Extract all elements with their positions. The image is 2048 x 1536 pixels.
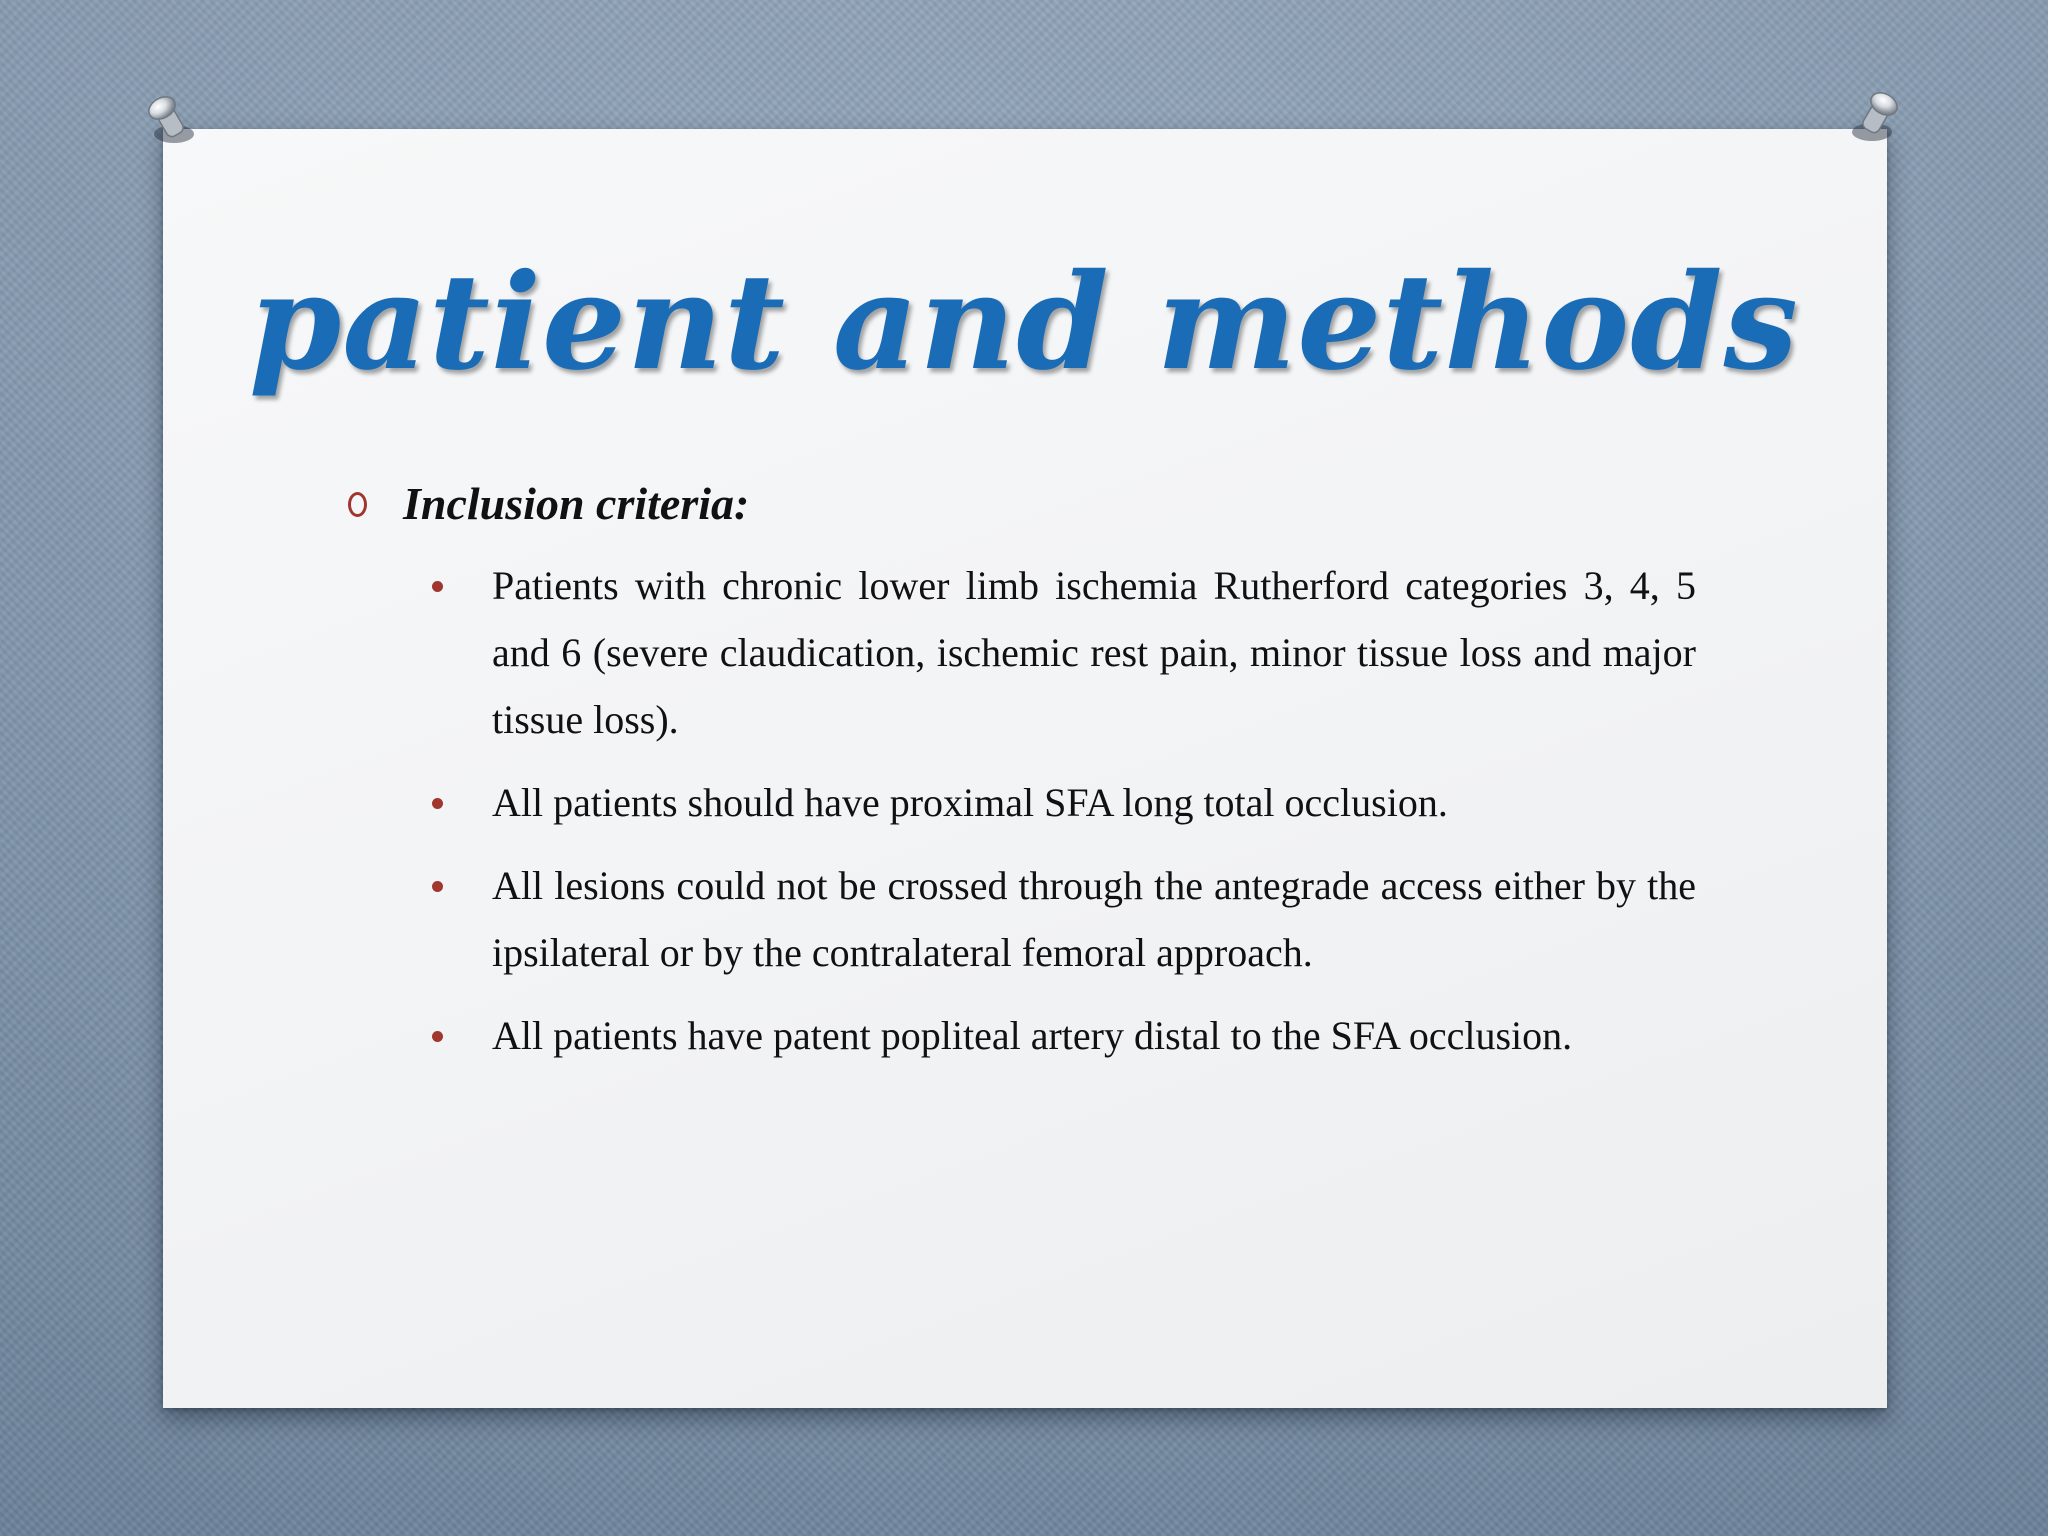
list-item xyxy=(424,1002,1696,1069)
bullet-list xyxy=(424,552,1696,1085)
list-item xyxy=(424,552,1696,753)
ring-bullet-icon xyxy=(348,492,367,517)
pushpin-icon xyxy=(1842,86,1906,150)
bullet-dot-icon xyxy=(432,1031,443,1042)
pushpin-icon xyxy=(140,90,204,154)
list-item xyxy=(424,852,1696,986)
bullet-dot-icon xyxy=(432,881,443,892)
bullet-text: All patients have patent popliteal artery distal to the SFA occlusion. xyxy=(492,1013,1573,1058)
list-item xyxy=(424,769,1696,836)
bullet-text: All lesions could not be crossed through the antegrade access either by the ipsilateral or by the contralateral femoral approach. xyxy=(492,863,1696,975)
slide-title: patient and methods xyxy=(249,245,1799,400)
section-label: Inclusion criteria: xyxy=(403,478,750,529)
bullet-dot-icon xyxy=(432,581,443,592)
bullet-text: Patients with chronic lower limb ischemia Rutherford categories 3, 4, 5 and 6 (severe claudication, ischemic rest pain, minor tissue loss and major tissue loss). xyxy=(492,563,1696,742)
bullet-text: All patients should have proximal SFA long total occlusion. xyxy=(492,780,1448,825)
bullet-dot-icon xyxy=(432,798,443,809)
section-heading xyxy=(348,474,749,534)
